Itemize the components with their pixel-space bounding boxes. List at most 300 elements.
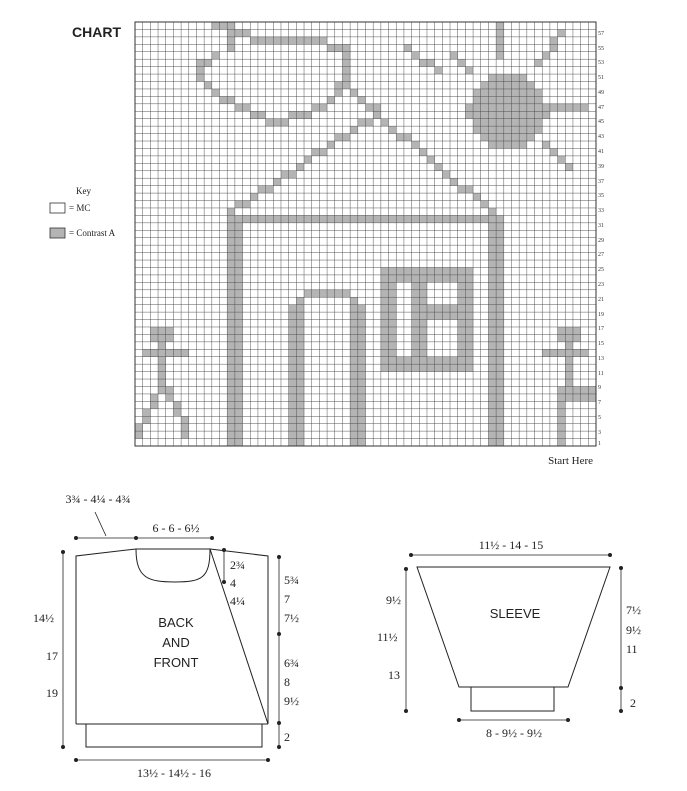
contrast-stitch [427,312,435,319]
contrast-stitch [289,372,297,379]
contrast-stitch [504,141,512,148]
contrast-stitch [304,111,312,118]
contrast-stitch [419,349,427,356]
contrast-stitch [296,163,304,170]
body-width-label: 13½ - 14½ - 16 [137,766,211,780]
contrast-stitch [419,357,427,364]
contrast-stitch [235,409,243,416]
contrast-stitch [281,171,289,178]
contrast-stitch [488,320,496,327]
contrast-stitch [158,327,166,334]
contrast-stitch [412,52,420,59]
contrast-stitch [366,215,374,222]
dim-dot [277,745,281,749]
contrast-stitch [504,82,512,89]
contrast-stitch [304,290,312,297]
contrast-stitch [458,357,466,364]
contrast-stitch [289,364,297,371]
dim-dot [566,718,570,722]
contrast-stitch [519,74,527,81]
contrast-stitch [488,394,496,401]
contrast-stitch [481,89,489,96]
contrast-stitch [289,386,297,393]
contrast-stitch [258,111,266,118]
contrast-stitch [458,59,466,66]
contrast-stitch [496,141,504,148]
contrast-stitch [296,37,304,44]
contrast-stitch [296,334,304,341]
contrast-stitch [511,111,519,118]
contrast-stitch [496,52,504,59]
contrast-stitch [220,96,228,103]
contrast-stitch [212,22,220,29]
contrast-stitch [519,96,527,103]
contrast-stitch [427,215,435,222]
contrast-stitch [289,357,297,364]
contrast-stitch [235,364,243,371]
mc-label: = MC [69,203,91,213]
contrast-stitch [350,89,358,96]
contrast-stitch [381,334,389,341]
contrast-stitch [565,379,573,386]
contrast-stitch [381,320,389,327]
contrast-stitch [235,431,243,438]
contrast-stitch [435,215,443,222]
contrast-stitch [389,327,397,334]
contrast-stitch [458,320,466,327]
neck-width-label: 6 - 6 - 6½ [152,521,200,535]
contrast-stitch [396,275,404,282]
contrast-stitch [319,37,327,44]
contrast-stitch [296,349,304,356]
contrast-stitch [227,253,235,260]
contrast-stitch [173,401,181,408]
contrast-stitch [289,334,297,341]
contrast-stitch [419,312,427,319]
contrast-stitch [565,342,573,349]
contrast-stitch [227,431,235,438]
contrast-stitch [573,386,581,393]
contrast-stitch [519,89,527,96]
contrast-stitch [473,111,481,118]
contrast-stitch [243,29,251,36]
contrast-stitch [458,364,466,371]
contrast-stitch [296,386,304,393]
contrast-stitch [519,111,527,118]
contrast-stitch [496,245,504,252]
contrast-stitch [488,386,496,393]
contrast-stitch [227,312,235,319]
contrast-stitch [166,349,174,356]
contrast-stitch [296,297,304,304]
contrast-stitch [273,119,281,126]
dim-dot [74,758,78,762]
chart-title: CHART [72,24,121,40]
contrast-stitch [458,312,466,319]
contrast-stitch [196,74,204,81]
contrast-stitch [458,305,466,312]
contrast-stitch [235,297,243,304]
contrast-stitch [511,126,519,133]
contrast-stitch [496,409,504,416]
contrast-stitch [412,312,420,319]
contrast-stitch [227,245,235,252]
contrast-stitch [227,372,235,379]
body-label-line: FRONT [153,655,199,670]
contrast-stitch [565,104,573,111]
contrast-stitch [458,215,466,222]
row-number: 49 [598,90,604,96]
contrast-stitch [481,215,489,222]
contrast-stitch [358,364,366,371]
contrast-stitch [158,364,166,371]
contrast-stitch [450,275,458,282]
body-ribbing-label: 2 [284,730,290,744]
contrast-stitch [465,297,473,304]
contrast-stitch [235,275,243,282]
contrast-stitch [558,104,566,111]
contrast-stitch [527,111,535,118]
dim-dot [457,718,461,722]
contrast-stitch [358,357,366,364]
contrast-stitch [450,267,458,274]
contrast-stitch [296,111,304,118]
contrast-stitch [350,357,358,364]
contrast-stitch [281,119,289,126]
contrast-stitch [419,267,427,274]
contrast-stitch [565,334,573,341]
row-number: 25 [598,267,604,273]
contrast-stitch [227,44,235,51]
armhole-label: 7 [284,592,290,606]
contrast-stitch [565,163,573,170]
row-number: 45 [598,119,604,125]
contrast-stitch [135,431,143,438]
contrast-stitch [404,364,412,371]
dim-dot [134,536,138,540]
contrast-stitch [496,342,504,349]
contrast-stitch [227,215,235,222]
contrast-stitch [412,267,420,274]
contrast-stitch [465,282,473,289]
row-number: 21 [598,297,604,303]
sleeve-cuff [471,687,554,711]
contrast-stitch [243,215,251,222]
contrast-stitch [488,238,496,245]
chart-gridlines [135,22,596,446]
contrast-stitch [450,215,458,222]
contrast-stitch [289,394,297,401]
contrast-stitch [488,327,496,334]
contrast-stitch [435,267,443,274]
contrast-stitch [381,290,389,297]
dim-dot [210,536,214,540]
contrast-stitch [266,186,274,193]
contrast-stitch [296,401,304,408]
contrast-stitch [296,312,304,319]
contrast-stitch [488,267,496,274]
contrast-stitch [350,312,358,319]
contrast-stitch [296,342,304,349]
dim-dot [619,566,623,570]
contrast-stitch [412,305,420,312]
contrast-stitch [496,111,504,118]
contrast-stitch [558,349,566,356]
contrast-stitch [389,342,397,349]
contrast-stitch [250,193,258,200]
contrast-stitch [135,424,143,431]
contrast-stitch [227,416,235,423]
contrast-stitch [296,320,304,327]
contrast-stitch [296,372,304,379]
contrast-stitch [496,223,504,230]
contrast-stitch [465,215,473,222]
contrast-stitch [227,238,235,245]
contrast-stitch [381,364,389,371]
contrast-stitch [289,312,297,319]
contrast-stitch [488,245,496,252]
neck-depth-label: 4 [230,576,236,590]
contrast-stitch [289,379,297,386]
contrast-stitch [358,342,366,349]
contrast-stitch [350,431,358,438]
sleeve-right-length-label: 9½ [626,623,641,637]
contrast-stitch [312,104,320,111]
contrast-stitch [235,394,243,401]
contrast-stitch [511,82,519,89]
contrast-stitch [450,52,458,59]
contrast-stitch [496,379,504,386]
contrast-stitch [435,357,443,364]
contrast-stitch [412,215,420,222]
contrast-stitch [358,401,366,408]
contrast-stitch [504,119,512,126]
contrast-stitch [273,215,281,222]
contrast-stitch [496,364,504,371]
contrast-stitch [143,416,151,423]
contrast-stitch [235,401,243,408]
contrast-stitch [565,364,573,371]
contrast-stitch [511,119,519,126]
contrast-stitch [465,111,473,118]
contrast-stitch [389,357,397,364]
contrast-stitch [312,148,320,155]
contrast-stitch [235,260,243,267]
contrast-stitch [173,349,181,356]
contrast-stitch [496,267,504,274]
shoulder-width-label: 3¾ - 4¼ - 4¾ [65,492,131,506]
contrast-stitch [227,342,235,349]
contrast-stitch [358,424,366,431]
dim-dot [277,555,281,559]
contrast-stitch [350,297,358,304]
contrast-stitch [527,96,535,103]
contrast-stitch [227,260,235,267]
contrast-stitch [435,67,443,74]
contrast-stitch [389,349,397,356]
contrast-stitch [435,305,443,312]
contrast-stitch [296,424,304,431]
contrast-stitch [488,297,496,304]
contrast-stitch [527,126,535,133]
contrast-stitch [235,230,243,237]
contrast-stitch [235,312,243,319]
contrast-stitch [496,372,504,379]
contrast-stitch [558,431,566,438]
contrast-stitch [204,59,212,66]
contrast-stitch [496,431,504,438]
contrast-stitch [488,119,496,126]
contrast-stitch [473,193,481,200]
contrast-stitch [550,37,558,44]
contrast-stitch [465,104,473,111]
contrast-stitch [496,89,504,96]
side-length-label: 6¾ [284,656,299,670]
contrast-stitch [381,305,389,312]
contrast-stitch [235,334,243,341]
contrast-stitch [235,104,243,111]
contrast-stitch [235,327,243,334]
contrast-stitch [412,297,420,304]
contrast-stitch [358,305,366,312]
body-labels [33,492,299,780]
mc-swatch [50,203,65,213]
row-number: 23 [598,282,604,288]
contrast-stitch [581,386,589,393]
row-number: 55 [598,46,604,52]
contrast-stitch [419,297,427,304]
contrast-stitch [319,215,327,222]
contrast-stitch [496,215,504,222]
contrast-stitch [296,305,304,312]
contrast-stitch [511,141,519,148]
contrast-stitch [488,230,496,237]
contrast-stitch [511,96,519,103]
contrast-stitch [435,364,443,371]
contrast-stitch [504,111,512,118]
contrast-stitch [496,290,504,297]
contrast-stitch [266,119,274,126]
contrast-stitch [181,349,189,356]
contrast-stitch [450,364,458,371]
contrast-stitch [289,424,297,431]
contrast-stitch [550,349,558,356]
contrast-stitch [158,334,166,341]
contrast-stitch [550,104,558,111]
contrast-stitch [481,119,489,126]
contrast-stitch [358,96,366,103]
contrast-stitch [350,320,358,327]
row-number: 9 [598,385,601,391]
row-number: 13 [598,356,604,362]
contrast-stitch [496,238,504,245]
contrast-stitch [227,439,235,446]
contrast-stitch [573,394,581,401]
contrast-stitch [404,275,412,282]
contrast-stitch [235,342,243,349]
dim-dot [74,536,78,540]
contrast-stitch [166,386,174,393]
neck-depth-label: 4¼ [230,594,245,608]
contrast-stitch [196,67,204,74]
contrast-stitch [404,357,412,364]
contrast-stitch [442,305,450,312]
contrast-stitch [419,342,427,349]
contrast-stitch [396,267,404,274]
contrast-stitch [488,223,496,230]
contrast-stitch [565,357,573,364]
contrast-stitch [488,141,496,148]
contrast-stitch [358,416,366,423]
contrast-stitch [488,379,496,386]
contrast-stitch [250,215,258,222]
contrast-stitch [350,305,358,312]
contrast-stitch [143,409,151,416]
contrast-stitch [565,327,573,334]
dim-dot [404,709,408,713]
contrast-stitch [496,282,504,289]
row-number: 53 [598,60,604,66]
chart-row-numbers [598,31,604,447]
contrast-stitch [235,267,243,274]
contrast-stitch [465,349,473,356]
contrast-stitch [358,394,366,401]
row-number: 19 [598,312,604,318]
sleeve-labels [377,538,641,740]
contrast-stitch [535,59,543,66]
contrast-stitch [227,275,235,282]
contrast-stitch [319,290,327,297]
contrast-stitch [442,357,450,364]
contrast-stitch [488,364,496,371]
contrast-stitch [496,230,504,237]
contrast-stitch [419,282,427,289]
contrast-stitch [412,342,420,349]
contrast-stitch [296,394,304,401]
contrast-stitch [496,134,504,141]
contrast-stitch [143,349,151,356]
contrast-stitch [342,52,350,59]
contrast-stitch [235,282,243,289]
contrast-stitch [212,89,220,96]
contrast-stitch [488,357,496,364]
contrast-stitch [235,439,243,446]
contrast-stitch [220,22,228,29]
sleeve-right-length-label: 7½ [626,603,641,617]
contrast-stitch [450,178,458,185]
contrast-stitch [181,424,189,431]
contrast-stitch [496,394,504,401]
contrast-stitch [358,431,366,438]
contrast-stitch [404,215,412,222]
contrast-stitch [358,327,366,334]
contrast-stitch [350,386,358,393]
contrast-stitch [150,349,158,356]
contrast-stitch [296,409,304,416]
contrast-stitch [358,379,366,386]
contrast-stitch [535,111,543,118]
contrast-stitch [350,334,358,341]
contrast-stitch [296,215,304,222]
contrast-stitch [158,349,166,356]
contrast-stitch [412,357,420,364]
dim-dot [619,709,623,713]
body-label-line: BACK [158,615,194,630]
dim-dot [61,550,65,554]
contrast-stitch [565,349,573,356]
contrast-stitch [396,134,404,141]
contrast-stitch [473,215,481,222]
